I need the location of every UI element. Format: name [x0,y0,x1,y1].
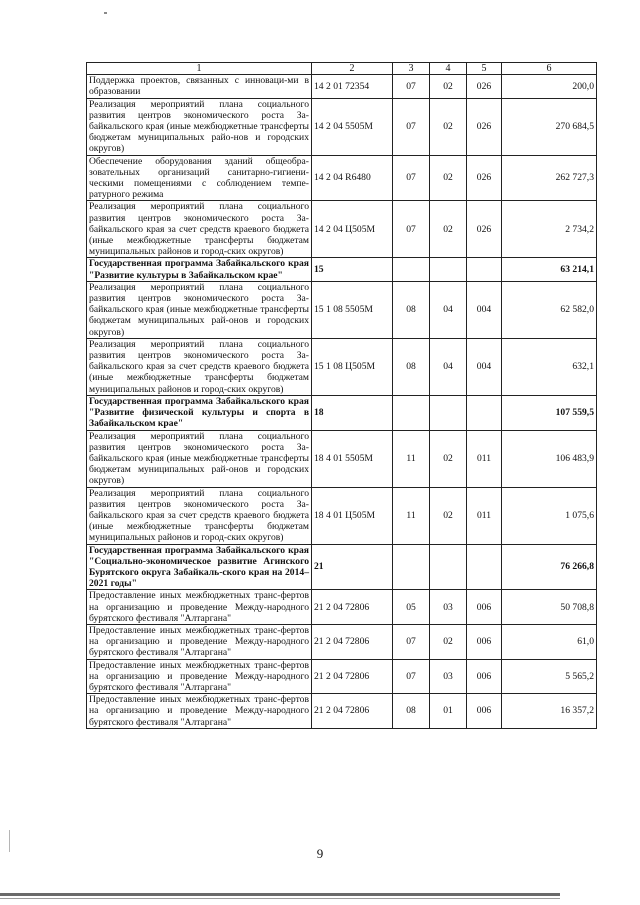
row-type-cell: 026 [467,201,502,258]
table-header-row [87,63,597,75]
table-row [87,659,597,694]
row-amount-cell: 632,1 [502,338,597,395]
row-subsection-cell: 03 [430,590,467,625]
row-section-cell [393,258,430,281]
column-header: 1 [87,63,312,75]
row-name-cell: Реализация мероприятий плана социального развития центров экономического роста За-байкальского края (иные межбюджетные трансферты бюджетам муниципальных рай-онов и городских округов) [87,281,312,338]
row-amount-cell: 61,0 [502,624,597,659]
row-section-cell: 08 [393,338,430,395]
row-subsection-cell: 02 [430,155,467,201]
table-row [87,694,597,729]
row-name-cell: Государственная программа Забайкальского края "Развитие физической культуры и спорта в Забайкальском крае" [87,395,312,430]
row-type-cell: 004 [467,338,502,395]
row-subsection-cell: 02 [430,201,467,258]
scan-bottom-edge [0,893,560,896]
row-subsection-cell: 02 [430,98,467,155]
row-name-cell: Предоставление иных межбюджетных транс-фертов на организацию и проведение Между-народного бурятского фестиваля "Алтаргана" [87,694,312,729]
row-subsection-cell: 02 [430,487,467,544]
row-subsection-cell: 02 [430,624,467,659]
row-subsection-cell [430,395,467,430]
row-section-cell [393,395,430,430]
row-subsection-cell: 01 [430,694,467,729]
row-name-cell: Реализация мероприятий плана социального развития центров экономического роста За-байкальского края (иные межбюджетные трансферты бюджетам муниципальных райо-нов и городских округов) [87,98,312,155]
row-amount-cell: 1 075,6 [502,487,597,544]
scan-speck [104,12,107,14]
row-amount-cell: 62 582,0 [502,281,597,338]
column-header: 5 [467,63,502,75]
row-code-cell: 15 1 08 5505М [312,281,393,338]
row-type-cell: 004 [467,281,502,338]
scan-bottom-edge-shadow [0,898,560,899]
row-code-cell: 18 4 01 Ц505М [312,487,393,544]
row-subsection-cell: 04 [430,281,467,338]
row-code-cell: 21 2 04 72806 [312,624,393,659]
row-amount-cell: 262 727,3 [502,155,597,201]
row-section-cell: 07 [393,624,430,659]
row-name-cell: Реализация мероприятий плана социального развития центров экономического роста За-байкальского края за счет средств краевого бюджета (иные межбюджетные трансферты бюджетам муниципальных районов и город-ских округов) [87,338,312,395]
row-amount-cell: 63 214,1 [502,258,597,281]
row-type-cell: 026 [467,98,502,155]
row-type-cell: 011 [467,487,502,544]
row-subsection-cell [430,258,467,281]
table-row [87,430,597,487]
row-section-cell: 11 [393,430,430,487]
row-section-cell: 07 [393,98,430,155]
row-section-cell: 11 [393,487,430,544]
row-section-cell [393,544,430,590]
row-name-cell: Поддержка проектов, связанных с инноваци-ми в образовании [87,75,312,98]
row-subsection-cell [430,544,467,590]
row-amount-cell: 106 483,9 [502,430,597,487]
row-amount-cell: 16 357,2 [502,694,597,729]
row-type-cell [467,395,502,430]
table-row [87,98,597,155]
row-type-cell: 006 [467,659,502,694]
row-amount-cell: 2 734,2 [502,201,597,258]
row-name-cell: Предоставление иных межбюджетных транс-фертов на организацию и проведение Между-народного бурятского фестиваля "Алтаргана" [87,590,312,625]
row-name-cell: Реализация мероприятий плана социального развития центров экономического роста За-байкальского края за счет средств краевого бюджета (иные межбюджетные трансферты бюджетам муниципальных районов и город-ских округов) [87,487,312,544]
column-header: 6 [502,63,597,75]
row-name-cell: Реализация мероприятий плана социального развития центров экономического роста За-байкальского края (иные межбюджетные трансферты бюджетам муниципальных рай-онов и городских округов) [87,430,312,487]
table-row [87,487,597,544]
row-code-cell: 14 2 04 Ц505М [312,201,393,258]
table-row [87,590,597,625]
table-row [87,624,597,659]
row-type-cell: 006 [467,590,502,625]
row-subsection-cell: 02 [430,75,467,98]
row-code-cell: 21 [312,544,393,590]
page-number: 9 [316,846,324,861]
row-amount-cell: 200,0 [502,75,597,98]
row-amount-cell: 76 266,8 [502,544,597,590]
row-code-cell: 14 2 01 72354 [312,75,393,98]
table-row-program [87,395,597,430]
row-type-cell: 026 [467,75,502,98]
row-section-cell: 08 [393,281,430,338]
row-code-cell: 21 2 04 72806 [312,659,393,694]
table-row [87,155,597,201]
row-section-cell: 07 [393,155,430,201]
table-row [87,75,597,98]
row-section-cell: 07 [393,75,430,98]
row-amount-cell: 50 708,8 [502,590,597,625]
table-row [87,338,597,395]
row-name-cell: Государственная программа Забайкальского края "Социально-экономическое развитие Агинского Бурятского округа Забайкаль-ского края на 2014–2021 годы" [87,544,312,590]
row-code-cell: 18 4 01 5505М [312,430,393,487]
row-code-cell: 14 2 04 R6480 [312,155,393,201]
column-header: 3 [393,63,430,75]
row-code-cell: 15 1 08 Ц505М [312,338,393,395]
row-name-cell: Предоставление иных межбюджетных транс-фертов на организацию и проведение Между-народного бурятского фестиваля "Алтаргана" [87,659,312,694]
row-amount-cell: 5 565,2 [502,659,597,694]
row-type-cell: 011 [467,430,502,487]
row-section-cell: 05 [393,590,430,625]
table-row [87,201,597,258]
table-row [87,281,597,338]
row-code-cell: 15 [312,258,393,281]
row-code-cell: 21 2 04 72806 [312,694,393,729]
row-code-cell: 21 2 04 72806 [312,590,393,625]
row-type-cell [467,544,502,590]
column-header: 4 [430,63,467,75]
row-type-cell: 026 [467,155,502,201]
row-subsection-cell: 03 [430,659,467,694]
row-subsection-cell: 04 [430,338,467,395]
row-type-cell: 006 [467,624,502,659]
row-type-cell: 006 [467,694,502,729]
row-amount-cell: 270 684,5 [502,98,597,155]
row-code-cell: 18 [312,395,393,430]
row-section-cell: 07 [393,659,430,694]
row-name-cell: Обеспечение оборудования зданий общеобра-зовательных организаций санитарно-гигиени-ческими помещениями с соблюдением темпе-ратурного режима [87,155,312,201]
row-name-cell: Государственная программа Забайкальского края "Развитие культуры в Забайкальском крае" [87,258,312,281]
row-section-cell: 08 [393,694,430,729]
row-amount-cell: 107 559,5 [502,395,597,430]
column-header: 2 [312,63,393,75]
row-section-cell: 07 [393,201,430,258]
row-name-cell: Предоставление иных межбюджетных транс-фертов на организацию и проведение Между-народного бурятского фестиваля "Алтаргана" [87,624,312,659]
row-subsection-cell: 02 [430,430,467,487]
table-row-program [87,258,597,281]
row-code-cell: 14 2 04 5505М [312,98,393,155]
budget-allocation-table [86,62,597,729]
row-name-cell: Реализация мероприятий плана социального развития центров экономического роста За-байкальского края за счет средств краевого бюджета (иные межбюджетные трансферты бюджетам муниципальных районов и город-ских округов) [87,201,312,258]
row-type-cell [467,258,502,281]
table-row-program [87,544,597,590]
